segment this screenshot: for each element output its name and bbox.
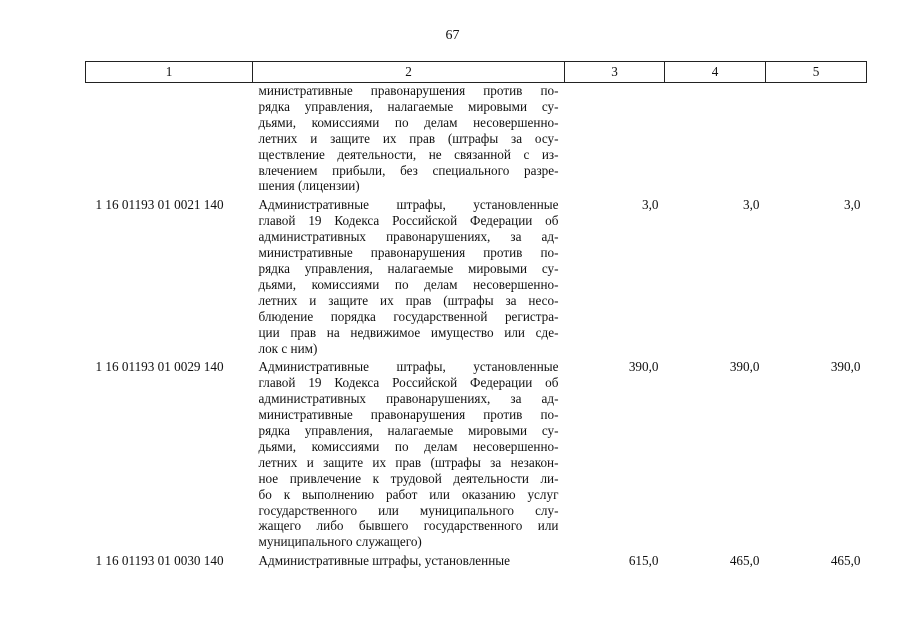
table-row [86, 197, 867, 359]
description-line: летних и защите их прав (штрафы за несо- [258, 292, 559, 308]
column-header-4: 4 [665, 62, 766, 83]
description-line: министративные правонарушения против по- [258, 83, 559, 98]
description-line: главой 19 Кодекса Российской Федерации об [258, 213, 559, 229]
description-line: главой 19 Кодекса Российской Федерации об [258, 375, 559, 391]
amount-column-5: 390,0 [830, 359, 861, 375]
description-line: дьями, комиссиями по делам несовершенно- [258, 438, 559, 454]
column-header-1: 1 [86, 62, 253, 83]
description-line: административных правонарушениях, за ад- [258, 391, 559, 407]
description-line: рядка управления, налагаемые мировыми су- [258, 423, 559, 439]
description-line: государственного или муниципального слу- [258, 502, 559, 518]
description-line: дьями, комиссиями по делам несовершенно- [258, 114, 559, 130]
amount-column-5 [766, 83, 867, 198]
description-line: блюдение порядка государственной регистра- [258, 308, 559, 324]
description-line: рядка управления, налагаемые мировыми су- [258, 260, 559, 276]
description-line: жащего либо бывшего государственного или [258, 518, 559, 534]
budget-code: 1 16 01193 01 0021 140 [95, 197, 224, 213]
table-row [86, 553, 867, 572]
amount-column-5: 465,0 [830, 553, 861, 569]
amount-column-3: 390,0 [628, 359, 659, 375]
table-body [86, 83, 867, 573]
budget-code: 1 16 01193 01 0029 140 [95, 359, 224, 375]
amount-column-5: 3,0 [844, 197, 861, 213]
description-line: министративные правонарушения против по- [258, 245, 559, 261]
amount-column-3: 615,0 [628, 553, 659, 569]
item-description [253, 197, 565, 359]
column-header-2: 2 [253, 62, 565, 83]
description-line: ное привлечение к трудовой деятельности ли- [258, 470, 559, 486]
amount-column-4: 390,0 [729, 359, 760, 375]
description-line: Административные штрафы, установленные [258, 197, 559, 213]
description-line: ции прав на недвижимое имущество или сде- [258, 324, 559, 340]
table-header-row [86, 62, 867, 83]
description-line: Административные штрафы, установленные [258, 553, 510, 569]
description-line: шения (лицензии) [258, 178, 360, 194]
budget-code [86, 83, 253, 198]
description-line: летних и защите их прав (штрафы за незакон- [258, 454, 559, 470]
column-header-3: 3 [565, 62, 665, 83]
description-line: влечением прибыли, без специального разре- [258, 162, 559, 178]
amount-column-3: 3,0 [642, 197, 659, 213]
description-line: летних и защите их прав (штрафы за осу- [258, 130, 559, 146]
description-line: лок с ним) [258, 340, 318, 356]
item-description [253, 359, 565, 553]
description-line: муниципального служащего) [258, 534, 422, 550]
description-line: министративные правонарушения против по- [258, 407, 559, 423]
table-row [86, 83, 867, 198]
description-line: ществление деятельности, не связанной с из- [258, 146, 559, 162]
budget-table [85, 61, 867, 572]
budget-code: 1 16 01193 01 0030 140 [95, 553, 224, 569]
item-description [253, 83, 565, 198]
amount-column-4: 465,0 [729, 553, 760, 569]
amount-column-4 [665, 83, 766, 198]
amount-column-3 [565, 83, 665, 198]
description-line: дьями, комиссиями по делам несовершенно- [258, 276, 559, 292]
description-line: Административные штрафы, установленные [258, 359, 559, 375]
amount-column-4: 3,0 [743, 197, 760, 213]
table-row [86, 359, 867, 553]
description-line: рядка управления, налагаемые мировыми су- [258, 98, 559, 114]
description-line: бо к выполнению работ или оказанию услуг [258, 486, 559, 502]
column-header-5: 5 [766, 62, 867, 83]
description-line: административных правонарушениях, за ад- [258, 229, 559, 245]
page-number: 67 [445, 28, 460, 43]
item-description [253, 553, 565, 572]
